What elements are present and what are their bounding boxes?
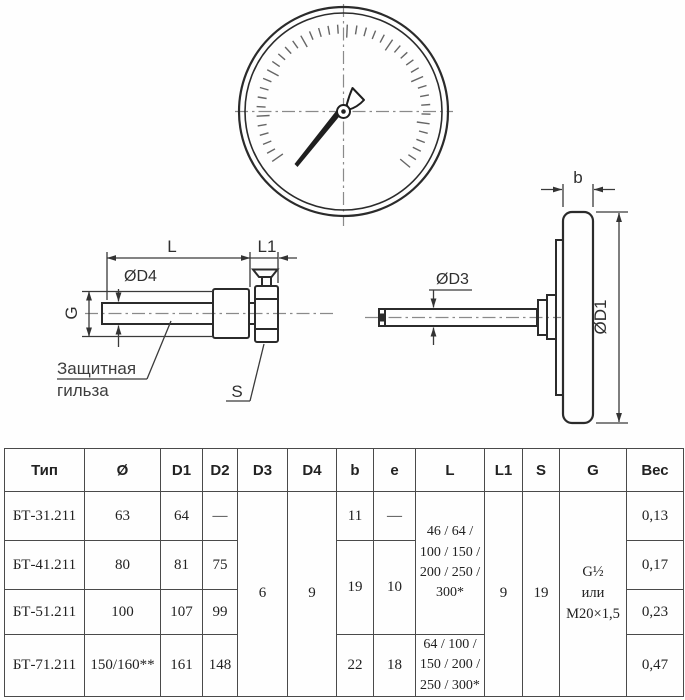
- cell-weight: 0,47: [627, 635, 684, 697]
- cell-type: БТ-71.211: [5, 635, 85, 697]
- dial-needle: [295, 111, 341, 168]
- table-row: [5, 492, 684, 541]
- cell-d2: 75: [203, 541, 238, 590]
- dial-front-view: [235, 4, 453, 226]
- needle-counterweight: [347, 88, 364, 110]
- g-thread-option-2: M20×1,5: [566, 606, 620, 623]
- col-header-e: e: [374, 449, 416, 492]
- cell-b: 11: [337, 492, 374, 541]
- thermowell-side-view: [85, 270, 335, 343]
- cell-weight: 0,23: [627, 590, 684, 635]
- cell-g-merged: [560, 492, 627, 697]
- g-thread-option-1: G½: [582, 564, 604, 581]
- col-header-d1: D1: [161, 449, 203, 492]
- col-header-d3: D3: [238, 449, 288, 492]
- cell-e-merged: 10: [374, 541, 416, 635]
- table-header-row: [5, 449, 684, 492]
- col-header-b: b: [337, 449, 374, 492]
- needle-hub-dot: [341, 109, 346, 114]
- cell-weight: 0,17: [627, 541, 684, 590]
- cell-e: 18: [374, 635, 416, 697]
- cell-d1: 161: [161, 635, 203, 697]
- dim-label-L1: L1: [257, 237, 277, 256]
- cell-diameter: 80: [85, 541, 161, 590]
- label-protective-sleeve-2: гильза: [57, 381, 109, 400]
- cell-type: БТ-31.211: [5, 492, 85, 541]
- leader-sleeve: [147, 321, 171, 379]
- cell-weight: 0,13: [627, 492, 684, 541]
- cell-d2: 148: [203, 635, 238, 697]
- thermometer-side-view: [365, 212, 593, 423]
- cell-d1: 64: [161, 492, 203, 541]
- cell-d2: 99: [203, 590, 238, 635]
- adjustment-screw-stem: [262, 277, 271, 286]
- cell-diameter: 63: [85, 492, 161, 541]
- col-header-g: G: [560, 449, 627, 492]
- dim-label-L: L: [167, 237, 177, 256]
- cell-b: 22: [337, 635, 374, 697]
- cell-l-merged: 46 / 64 / 100 / 150 / 200 / 250 / 300*: [416, 492, 485, 635]
- thermowell-dimensions: [57, 252, 297, 401]
- dim-label-D1: ØD1: [591, 299, 610, 335]
- g-thread-option-or: или: [581, 585, 605, 602]
- cell-type: БТ-51.211: [5, 590, 85, 635]
- leader-S: [250, 344, 264, 401]
- cell-l: 64 / 100 / 150 / 200 / 250 / 300*: [416, 635, 485, 697]
- cell-type: БТ-41.211: [5, 541, 85, 590]
- cell-b-merged: 19: [337, 541, 374, 635]
- case-body: [563, 212, 593, 423]
- cell-d1: 107: [161, 590, 203, 635]
- cell-diameter: 100: [85, 590, 161, 635]
- cell-l1-merged: 9: [485, 492, 523, 697]
- cell-d3-merged: 6: [238, 492, 288, 697]
- col-header-l1: L1: [485, 449, 523, 492]
- dim-label-S: S: [231, 382, 243, 401]
- col-header-d2: D2: [203, 449, 238, 492]
- col-header-d4: D4: [288, 449, 337, 492]
- dim-label-G: G: [62, 306, 81, 320]
- cell-d2: —: [203, 492, 238, 541]
- cell-diameter: 150/160**: [85, 635, 161, 697]
- col-header-s: S: [523, 449, 560, 492]
- dim-label-b: b: [573, 168, 583, 187]
- col-header-type: Тип: [5, 449, 85, 492]
- cell-d4-merged: 9: [288, 492, 337, 697]
- cell-d1: 81: [161, 541, 203, 590]
- col-header-weight: Вес: [627, 449, 684, 492]
- cell-s-merged: 19: [523, 492, 560, 697]
- dim-label-D4: ØD4: [124, 268, 157, 285]
- col-header-diameter: Ø: [85, 449, 161, 492]
- col-header-l: L: [416, 449, 485, 492]
- dim-label-D3: ØD3: [436, 271, 469, 288]
- adjustment-screw-head: [253, 270, 278, 278]
- cell-e: —: [374, 492, 416, 541]
- label-protective-sleeve-1: Защитная: [57, 359, 137, 378]
- probe-tip: [380, 314, 384, 322]
- spec-table: [4, 448, 684, 697]
